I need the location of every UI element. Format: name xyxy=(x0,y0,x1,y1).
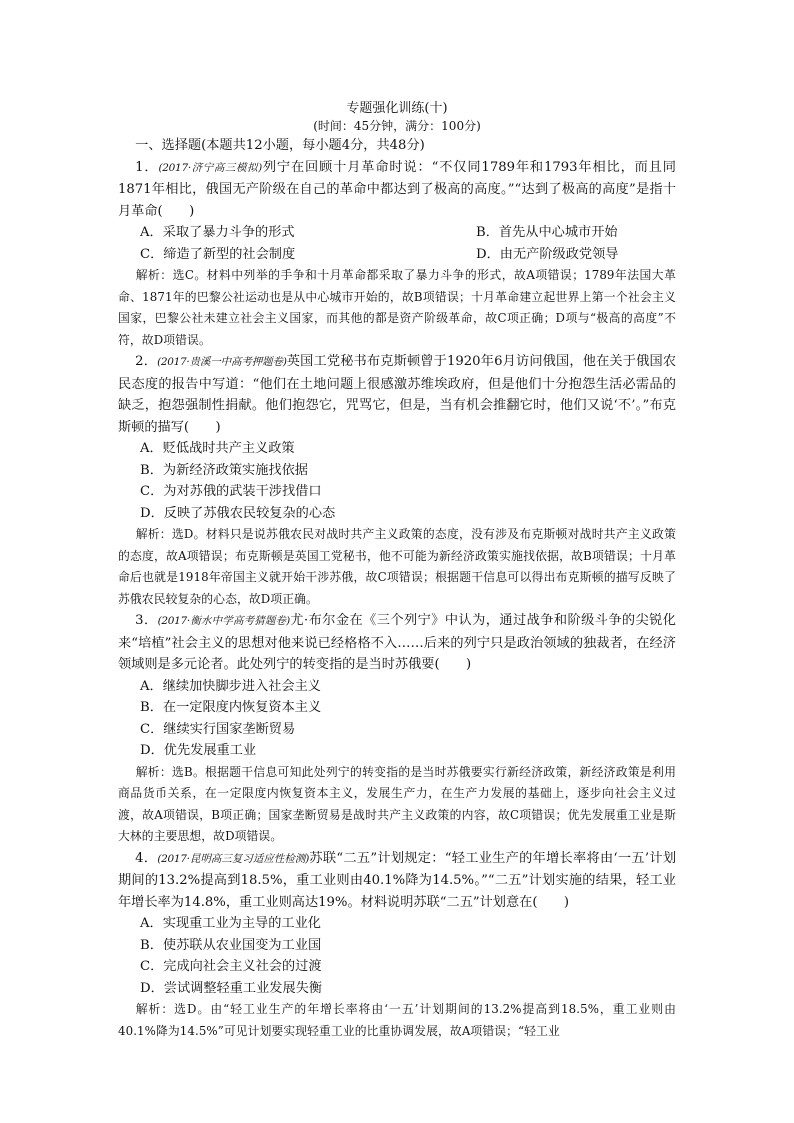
page-subtitle: (时间：45分钟，满分：100分) xyxy=(313,119,481,133)
option-d: D．优先发展重工业 xyxy=(140,743,257,758)
question-source: (2017·济宁高三模拟) xyxy=(158,161,262,174)
option-a: A．继续加快脚步进入社会主义 xyxy=(140,678,321,694)
question-stem xyxy=(118,610,676,676)
question-stem xyxy=(118,157,676,223)
question-text: 苏联“二五”计划规定：“轻工业生产的年增长率将由‘一五’计划期间的13.2%提高到18.5%，重工业则由40.1%降为14.5%。”“二五”计划实施的结果，轻工业年增长率为14.8%，重工业则高达19%。材料说明苏联“二五”计划意在( ) xyxy=(118,850,677,910)
exam-page xyxy=(118,100,676,1042)
option-a: A．采取了暴力斗争的形式 xyxy=(140,225,295,240)
question-text: 英国工党秘书布克斯顿曾于1920年6月访问俄国，他在关于俄国农民态度的报告中写道：“他们在土地问题上很感激苏维埃政府，但是他们十分抱怨生活必需品的缺乏，抱怨强制性捐献。他们抱怨它，咒骂它，但是，当有机会推翻它时，他们又说‘不’。”布克斯顿的描写( ) xyxy=(118,354,677,435)
option-d: D．反映了苏俄农民较复杂的心态 xyxy=(140,505,336,521)
option-b: B．在一定限度内恢复资本主义 xyxy=(140,700,322,715)
question-text: 列宁在回顾十月革命时说：“不仅同1789年和1793年相比，而且同1871年相比，俄国无产阶级在自己的革命中都达到了极高的高度。”“达到了极高的高度”是指十月革命( ) xyxy=(118,159,676,219)
question-source: (2017·衡水中学高考猜题卷) xyxy=(157,615,290,627)
option-c: C．继续实行国家垄断贸易 xyxy=(140,721,296,737)
option-d: D．由无产阶级政党领导 xyxy=(476,246,619,262)
question-stem xyxy=(118,848,676,914)
option-b: B．首先从中心城市开始 xyxy=(476,225,618,240)
question-number: 1． xyxy=(135,159,159,175)
analysis-text: 解析：选D。由“轻工业生产的年增长率将由‘一五’计划期间的13.2%提高到18.5%，重工业则由40.1%降为14.5%”可见计划要实现轻重工业的比重协调发展，故A项错误；“轻工业 xyxy=(118,1002,676,1038)
question-text: 尤·布尔金在《三个列宁》中认为，通过战争和阶级斗争的尖锐化来“培植”社会主义的思想对他来说已经格格不入……后来的列宁只是政治领域的独裁者，在经济领域则是多元论者。此处列宁的转变指的是当时苏俄要( ) xyxy=(118,613,676,672)
question-source: (2017·贵溪一中高考押题卷) xyxy=(157,356,287,368)
page-title: 专题强化训练(十) xyxy=(346,101,448,116)
question-number: 4． xyxy=(135,850,158,866)
option-a: A．实现重工业为主导的工业化 xyxy=(140,916,321,931)
section-heading: 一、选择题(本题共12小题，每小题4分，共48分) xyxy=(135,138,425,153)
question-stem xyxy=(118,351,676,438)
question-number: 2． xyxy=(135,354,158,369)
question-4 xyxy=(118,848,676,1043)
analysis-text: 解析：选D。材料只是说苏俄农民对战时共产主义政策的态度，没有涉及布克斯顿对战时共产主义政策的态度，故A项错误；布克斯顿是英国工党秘书，他不可能为新经济政策实施找依据，故B项错误；十月革命后也就是1918年帝国主义就开始干涉苏俄，故C项错误；根据题干信息可以得出布克斯顿的描写反映了苏俄农民较复杂的心态，故D项正确。 xyxy=(118,527,676,606)
question-source: (2017·昆明高三复习适应性检测) xyxy=(157,852,310,865)
option-c: C．完成向社会主义社会的过渡 xyxy=(140,959,322,974)
option-d: D．尝试调整轻重工业发展失衡 xyxy=(140,980,323,996)
option-b: B．为新经济政策实施找依据 xyxy=(140,462,308,478)
option-b: B．使苏联从农业国变为工业国 xyxy=(140,937,322,953)
option-a: A．贬低战时共产主义政策 xyxy=(140,441,295,456)
option-c: C．缔造了新型的社会制度 xyxy=(140,246,296,262)
analysis-text: 解析：选C。材料中列举的手争和十月革命都采取了暴力斗争的形式，故A项错误；1789年法国大革命、1871年的巴黎公社运动也是从中心城市开始的，故B项错误；十月革命建立起世界上第一个社会主义国家，巴黎公社未建立社会主义国家，而其他的都是资产阶级革命，故C项正确；D项与“极高的高度”不符，故D项错误。 xyxy=(118,268,676,347)
question-3 xyxy=(118,610,676,848)
option-c: C．为对苏俄的武装干涉找借口 xyxy=(140,484,322,499)
analysis-text: 解析：选B。根据题干信息可知此处列宁的转变指的是当时苏俄要实行新经济政策，新经济政策是利用商品货币关系，在一定限度内恢复资本主义，发展生产力，在生产力发展的基础上，逐步向社会主义过渡，故A项错误，B项正确；国家垄断贸易是战时共产主义政策的内容，故C项错误；优先发展重工业是斯大林的主要思想，故D项错误。 xyxy=(118,764,676,843)
question-2 xyxy=(118,351,676,610)
question-number: 3． xyxy=(135,613,158,628)
question-1 xyxy=(118,157,676,352)
option-list xyxy=(118,222,676,265)
